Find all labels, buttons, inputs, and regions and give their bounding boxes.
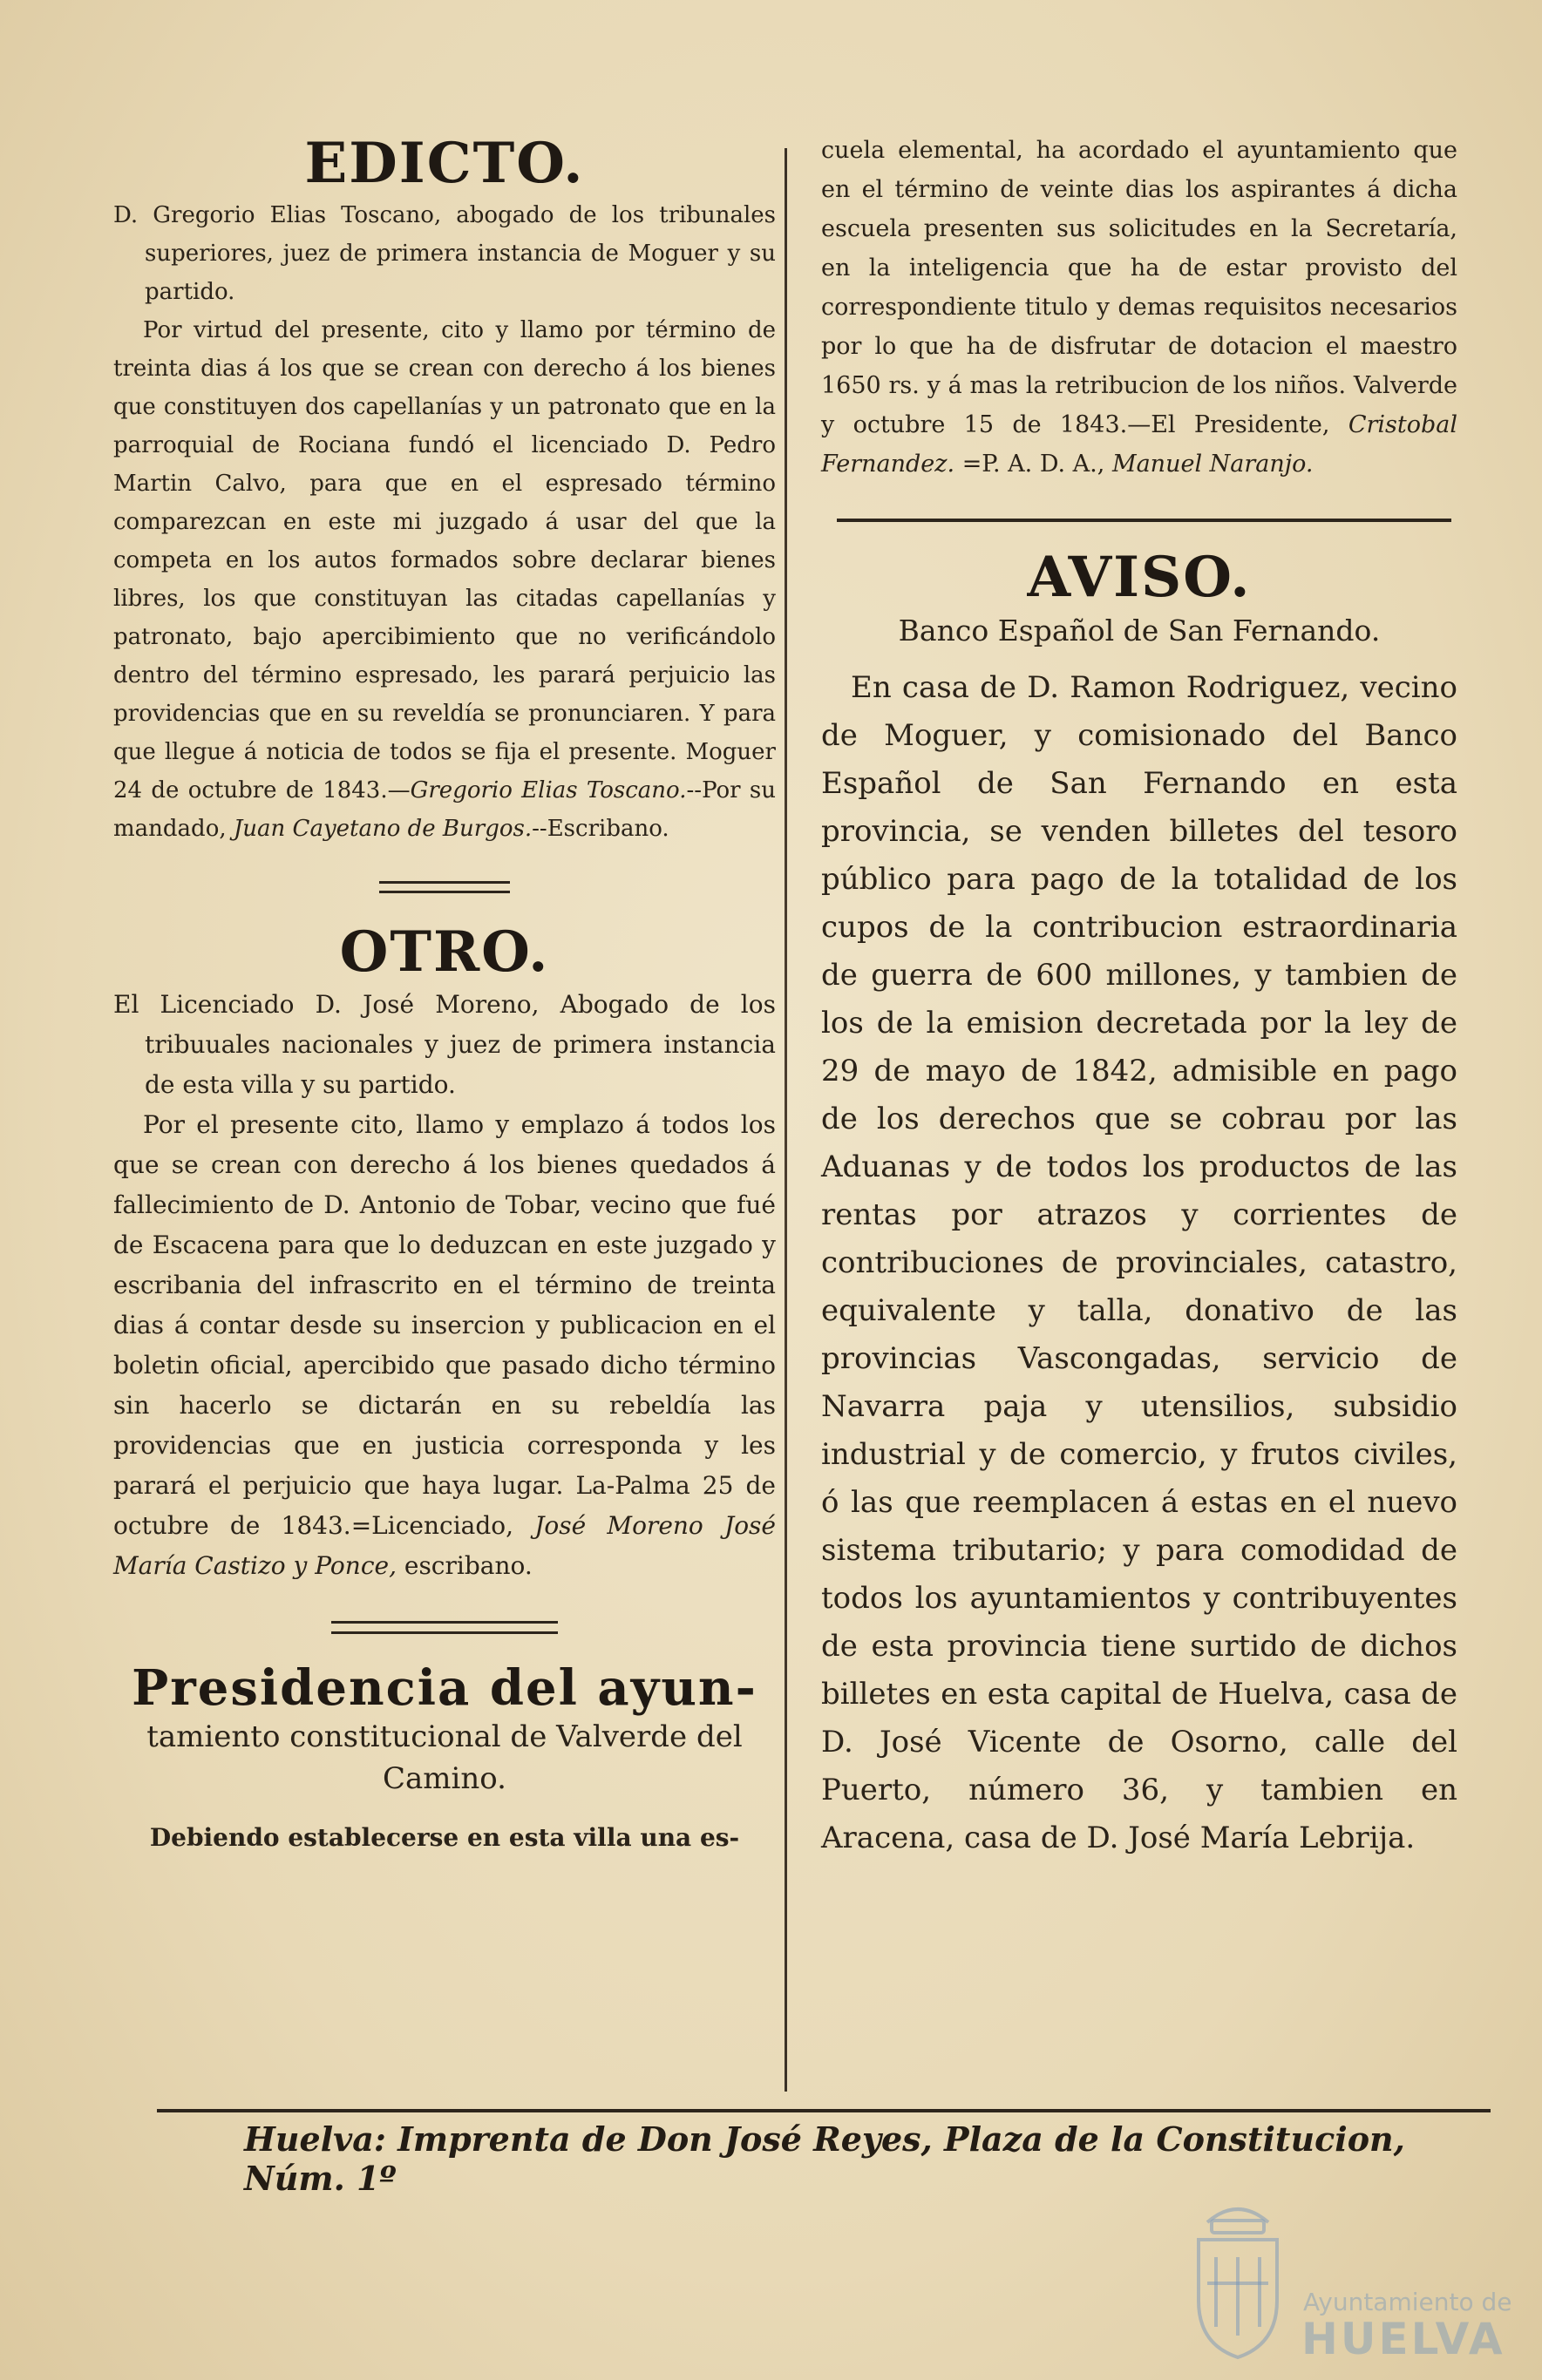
continuation-body-text: cuela elemental, ha acordado el ayuntamiento que en el término de veinte dias los aspirantes á dicha escuela presenten sus solicitudes en la Secretaría, en la inteligencia que ha de estar provisto del correspondiente titulo y demas requisitos necesarios por lo que ha de disfrutar de dotacion el maestro 1650 rs. y á mas la retribucion de los niños. Valverde y octubre 15 de 1843.—El Presidente, xyxy=(821,137,1457,438)
otro-body xyxy=(113,1105,776,1586)
footer-rule xyxy=(157,2109,1491,2112)
watermark-text-top: Ayuntamiento de xyxy=(1303,2288,1512,2316)
edicto-signature-end: --Escribano. xyxy=(532,816,669,842)
otro-signature-judge: José Moreno xyxy=(534,1511,703,1540)
continuation-body xyxy=(821,131,1457,484)
edicto-title: EDICTO. xyxy=(304,131,585,196)
presidencia-subtitle: tamiento constitucional de Valverde del Camino. xyxy=(146,1719,743,1797)
presidencia-section xyxy=(113,1660,776,1857)
otro-signature-clerk: José María Castizo y Ponce, xyxy=(113,1511,776,1580)
column-divider xyxy=(785,148,787,2092)
otro-intro: El Licenciado D. José Moreno, Abogado de los tribuuales nacionales y juez de primera instancia de esta villa y su partido. xyxy=(113,990,776,1099)
left-column xyxy=(113,131,776,1857)
otro-title: OTRO. xyxy=(339,919,550,985)
edicto-intro: D. Gregorio Elias Toscano, abogado de los tribunales superiores, juez de primera instancia de Moguer y su partido. xyxy=(113,202,776,305)
edicto-signature-mid: --Por su mandado, xyxy=(113,777,776,842)
aviso-section xyxy=(821,545,1457,1862)
continuation-section xyxy=(821,131,1457,484)
edicto-body-text: Por virtud del presente, cito y llamo por término de treinta dias á los que se crean con derecho á los bienes que constituyen dos capellanías y un patronato que en la parroquial de Rociana fundó el licenciado D. Pedro Martin Calvo, para que en el espresado término comparezcan en este mi juzgado á usar del que la competa en los autos formados sobre declarar bienes libres, los que constituyan las citadas capellanías y patronato, bajo apercibimiento que no verificándolo dentro del término espresado, les parará perjuicio las providencias que en su reveldía se pronunciaren. Y para que llegue á noticia de todos se fija el presente. Moguer 24 de octubre de 1843.— xyxy=(113,317,776,804)
continuation-signature-mid: =P. A. D. A., xyxy=(961,451,1112,478)
edicto-body xyxy=(113,311,776,848)
edicto-signature-judge: Gregorio Elias Toscano. xyxy=(410,777,687,804)
imprint-footer: Huelva: Imprenta de Don José Reyes, Plaza de la Constitucion, Núm. 1º xyxy=(244,2119,1405,2198)
section-divider xyxy=(837,519,1451,522)
continuation-signature-secretary: Manuel Naranjo. xyxy=(1111,451,1314,478)
right-column xyxy=(821,131,1457,1862)
coat-of-arms-icon xyxy=(1181,2196,1294,2362)
watermark-text-huelva: HUELVA xyxy=(1301,2314,1505,2364)
section-divider xyxy=(379,881,510,893)
otro-section xyxy=(113,919,776,1586)
aviso-body: En casa de D. Ramon Rodriguez, vecino de Moguer, y comisionado del Banco Español de San Fernando en esta provincia, se venden billetes del tesoro público para pago de la totalidad de los cupos de la contribucion estraordinaria de guerra de 600 millones, y tambien de los de la emision decretada por la ley de 29 de mayo de 1842, admisible en pago de los derechos que se cobrau por las Aduanas y de todos los productos de las rentas por atrazos y corrientes de contribuciones de provinciales, catastro, equivalente y talla, donativo de las provincias Vascongadas, servicio de Navarra paja y utensilios, subsidio industrial y de comercio, y frutos civiles, ó las que reemplacen á estas en el nuevo sistema tributario; y para comodidad de todos los ayuntamientos y contribuyentes de esta provincia tiene surtido de dichos billetes en esta capital de Huelva, casa de D. José Vicente de Osorno, calle del Puerto, número 36, y tambien en Aracena, casa de D. José María Lebrija. xyxy=(821,670,1457,1855)
section-divider xyxy=(331,1621,558,1634)
otro-body-text: Por el presente cito, llamo y emplazo á todos los que se crean con derecho á los bienes quedados á fallecimiento de D. Antonio de Tobar, vecino que fué de Escacena para que lo deduzcan en este juzgado y escribania del infrascrito en el término de treinta dias á contar desde su insercion y publicacion en el boletin oficial, apercibido que pasado dicho término sin hacerlo se dictarán en su rebeldía las providencias que en justicia corresponda y les parará el perjuicio que haya lugar. La-Palma 25 de octubre de 1843.=Licenciado, xyxy=(113,1110,776,1540)
edicto-section xyxy=(113,131,776,848)
aviso-subtitle: Banco Español de San Fernando. xyxy=(898,614,1381,648)
edicto-signature-clerk: Juan Cayetano de Burgos. xyxy=(233,816,533,842)
archive-watermark xyxy=(1172,2196,1512,2370)
continuation-signature-president: Cristobal Fernandez. xyxy=(821,411,1457,478)
otro-signature-end: escribano. xyxy=(396,1551,533,1580)
presidencia-body: Debiendo establecerse en esta villa una es- xyxy=(149,1823,740,1853)
presidencia-title: Presidencia del ayun- xyxy=(132,1659,757,1717)
aviso-title: AVISO. xyxy=(1027,545,1252,610)
